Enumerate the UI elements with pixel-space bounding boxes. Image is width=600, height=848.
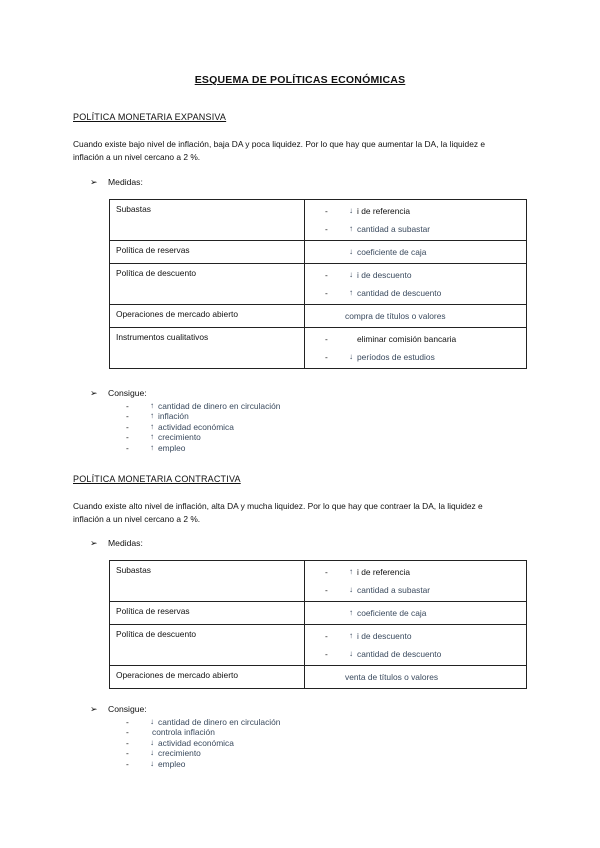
consigue-bullet-contractiva [90,704,147,715]
measure-item-text: coeficiente de caja [357,247,427,257]
arrow-down-icon: ↓ [349,247,353,256]
consigue-list-expansiva [126,401,280,453]
arrow-up-icon: ↑ [349,608,353,617]
arrow-down-icon: ↓ [150,717,154,726]
paragraph-line: inflación a un nivel cercano a 2 %. [73,514,201,524]
dash-marker: - [126,442,129,453]
table-row [110,561,527,602]
dash-marker: - [325,224,328,234]
dash-marker: - [126,748,129,759]
arrow-bullet-icon: ➢ [90,704,98,714]
measure-item-text: coeficiente de caja [357,608,427,618]
table-row [110,602,527,625]
arrow-down-icon: ↓ [150,737,154,747]
measure-label-cell: Política de descuento [110,264,305,305]
arrow-bullet-icon: ➢ [90,538,98,548]
measure-detail-cell [305,264,527,305]
consigue-item-text: actividad económica [158,421,234,432]
measure-label-cell: Política de reservas [110,241,305,264]
measure-label-cell: Instrumentos cualitativos [110,328,305,369]
measure-item [325,243,526,261]
dash-marker: - [325,288,328,298]
consigue-item [126,401,280,411]
dash-marker: - [126,737,129,748]
arrow-down-icon: ↓ [150,748,154,758]
measure-item-text: venta de títulos o valores [345,672,439,682]
measure-detail-cell [305,602,527,625]
consigue-bullet-expansiva [90,388,147,399]
measure-item-text: i de referencia [357,567,411,577]
paragraph-line: Cuando existe alto nivel de inflación, alta DA y mucha liquidez. Por lo que hay que contraer la DA, la liquidez e [73,501,483,511]
measure-item-text: i de descuento [357,631,412,641]
arrow-bullet-icon: ➢ [90,388,98,398]
table-row [110,305,527,328]
consigue-item [126,727,280,737]
measure-detail-cell [305,241,527,264]
arrow-down-icon: ↓ [349,585,353,594]
dash-marker: - [126,432,129,443]
page-title [0,74,600,86]
measures-bullet-contractiva [90,538,143,549]
consigue-item-text: cantidad de dinero en circulación [158,717,281,727]
arrow-up-icon: ↑ [349,224,353,233]
measure-item-text: i de referencia [357,206,411,216]
arrow-down-icon: ↓ [349,352,353,361]
measures-label: Medidas: [108,538,143,548]
measure-item [325,627,526,645]
dash-marker: - [126,421,129,432]
measure-item-text: cantidad a subastar [357,224,431,234]
dash-marker: - [126,758,129,769]
arrow-up-icon: ↑ [150,411,154,421]
dash-marker: - [325,352,328,362]
table-row [110,264,527,305]
arrow-up-icon: ↑ [150,401,154,410]
consigue-item [126,759,280,769]
measure-item-text: i de descuento [357,270,412,280]
measures-label: Medidas: [108,177,143,187]
arrow-bullet-icon: ➢ [90,177,98,187]
measure-label-cell: Política de descuento [110,625,305,666]
dash-marker: - [126,411,129,422]
measure-item [325,668,526,686]
measure-item [325,202,526,220]
measure-item [325,563,526,581]
measure-item-text: períodos de estudios [357,352,435,362]
consigue-item-text: actividad económica [158,737,234,748]
consigue-item-text: crecimiento [158,432,201,443]
arrow-down-icon: ↓ [349,270,353,279]
arrow-up-icon: ↑ [150,421,154,431]
consigue-item [126,422,280,432]
dash-marker: - [126,727,129,738]
measure-item-text: cantidad de descuento [357,288,442,298]
section-heading-contractiva: POLÍTICA MONETARIA CONTRACTIVA [73,474,241,484]
measure-item [325,604,526,622]
measure-item-text: cantidad a subastar [357,585,431,595]
section-paragraph-contractiva [73,500,529,526]
section-paragraph-expansiva [73,138,529,164]
table-row [110,241,527,264]
measure-item [325,220,526,238]
arrow-down-icon: ↓ [349,206,353,215]
measure-label-cell: Política de reservas [110,602,305,625]
consigue-item [126,411,280,421]
paragraph-line: inflación a un nivel cercano a 2 %. [73,152,201,162]
arrow-up-icon: ↑ [150,432,154,442]
dash-marker: - [325,206,328,216]
consigue-item [126,717,280,727]
dash-marker: - [325,270,328,280]
measure-item [325,284,526,302]
dash-marker: - [325,567,328,577]
measure-detail-cell [305,305,527,328]
table-row [110,666,527,689]
measures-bullet-expansiva [90,177,143,188]
measure-item [325,266,526,284]
table-row [110,625,527,666]
measure-item-text: compra de títulos o valores [345,311,446,321]
consigue-label: Consigue: [108,388,147,398]
consigue-item [126,738,280,748]
dash-marker: - [126,401,129,411]
arrow-up-icon: ↑ [349,288,353,297]
measure-item [325,645,526,663]
consigue-item [126,443,280,453]
dash-marker: - [325,585,328,595]
measure-label-cell: Operaciones de mercado abierto [110,305,305,328]
measure-item [325,581,526,599]
consigue-label: Consigue: [108,704,147,714]
measures-table-expansiva [109,199,527,369]
consigue-item [126,748,280,758]
paragraph-line: Cuando existe bajo nivel de inflación, baja DA y poca liquidez. Por lo que hay que aumentar la DA, la liquidez e [73,139,486,149]
measures-table-body [110,561,527,689]
measure-label-cell: Subastas [110,561,305,602]
page-title-text: ESQUEMA DE POLÍTICAS ECONÓMICAS [194,74,406,86]
measure-detail-cell [305,625,527,666]
consigue-list-contractiva [126,717,280,769]
consigue-item-text: controla inflación [152,727,215,738]
measure-detail-cell [305,328,527,369]
arrow-down-icon: ↓ [349,649,353,658]
consigue-item [126,432,280,442]
dash-marker: - [126,717,129,727]
measure-label-cell: Subastas [110,200,305,241]
measure-detail-cell [305,200,527,241]
measure-detail-cell [305,666,527,689]
dash-marker: - [325,649,328,659]
measure-item [325,348,526,366]
dash-marker: - [325,334,328,344]
consigue-item-text: empleo [158,758,186,769]
measures-table-contractiva [109,560,527,689]
measure-item [325,307,526,325]
measure-detail-cell [305,561,527,602]
consigue-item-text: empleo [158,442,186,453]
measures-table-body [110,200,527,369]
consigue-item-text: inflación [158,411,189,422]
dash-marker: - [325,631,328,641]
arrow-up-icon: ↑ [349,567,353,576]
table-row [110,328,527,369]
measure-item [325,330,526,348]
measure-item-text: cantidad de descuento [357,649,442,659]
section-heading-expansiva: POLÍTICA MONETARIA EXPANSIVA [73,112,227,122]
measure-item-text: eliminar comisión bancaria [357,334,457,344]
consigue-item-text: crecimiento [158,748,201,759]
arrow-down-icon: ↓ [150,758,154,768]
arrow-up-icon: ↑ [150,442,154,452]
consigue-item-text: cantidad de dinero en circulación [158,401,281,411]
arrow-up-icon: ↑ [349,631,353,640]
table-row [110,200,527,241]
measure-label-cell: Operaciones de mercado abierto [110,666,305,689]
